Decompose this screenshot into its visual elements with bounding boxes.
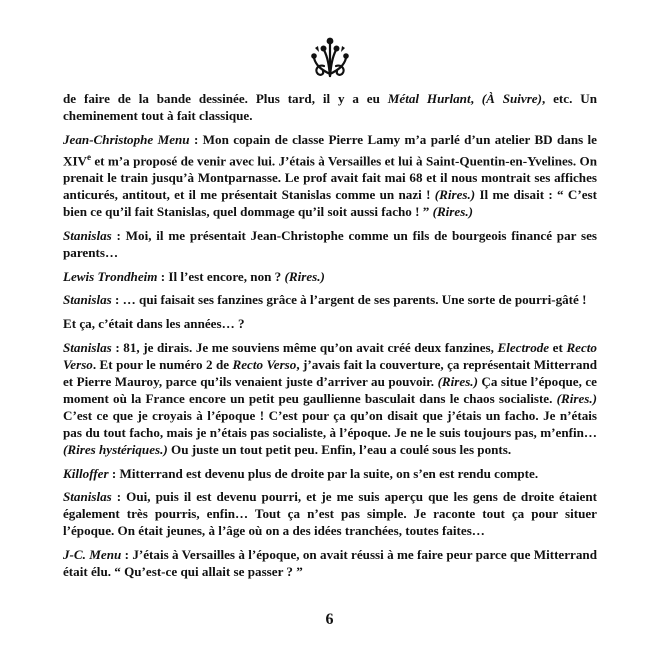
text-run: : 81, je dirais. Je me souviens même qu’on avait créé deux fanzines, [111,340,498,356]
text-run: Et ça, c’était dans les années [63,316,222,332]
text-run: Métal Hurlant [387,91,471,106]
text-run: : Mon copain de classe Pierre Lamy m’a parlé d’un atelier BD dans le XIV [63,131,597,169]
text-run: Electrode [497,340,550,356]
speaker-name: Killoffer [63,465,109,481]
text-run: C’est ce que je croyais à l’époque ! C’est pour ça qu’on disait que j’étais un facho. Je n’étais pas du tout facho, mais je n’étais pas socialiste, à l’époque. Je ne le suis toujours pas, m’enfin… [63,407,597,440]
speaker-name: J-C. Menu [63,547,122,563]
text-run: Recto Verso [63,340,597,373]
page-number: 6 [325,611,334,628]
paragraph [63,547,597,581]
paragraph [63,316,597,333]
text-run: : Il l’est encore, non ? [157,268,285,284]
speaker-name: Stanislas [63,292,112,308]
text-run: (Rires.) [434,186,476,202]
text-run: : J’étais à Versailles à l’époque, on avait réussi à me faire peur parce que Mitterrand était élu. “ Qu’est-ce qui allait se passer ? ” [63,547,597,580]
speaker-name: Stanislas [63,227,112,243]
text-run: Ça situe l’époque, ce moment où la France encore un petit peu gaullienne basculait dans le chaos socialiste. [63,374,597,406]
text-run: e [87,151,92,162]
flower-ornament-icon [310,36,350,78]
text-run: , [470,91,482,106]
text-run: … ? [221,316,245,332]
text-run: (Rires.) [284,268,325,284]
paragraph [63,91,597,125]
text-run: : Mitterrand est devenu plus de droite par la suite, on s’en est rendu compte. [108,465,539,481]
text-run: : Moi, il me présentait Jean-Christophe comme un fils de bourgeois financé par ses parents… [63,227,597,260]
speaker-name: Stanislas [63,489,112,505]
text-run: (À Suivre) [481,91,542,106]
text-run: : … qui faisait ses fanzines grâce à l’argent de ses parents. Une sorte de pourri-gâté ! [111,292,587,308]
text-run: (Rires hystériques.) [63,441,168,457]
text-run: et m’a proposé de venir avec lui. J’étais à Versailles et lui à Saint-Quentin-en-Yvelines. On prenait le train jusqu’à Montparnasse. Le prof avait fait mai 68 et il nous montrait ses affiches anticurés, antitout, et il me présentait Stanislas comme un nazi ! [63,153,597,202]
text-run: : Oui, puis il est devenu pourri, et je me suis aperçu que les gens de droite étaient également très pourris, enfin… Tout ça n’est pas simple. Je raconte tout ça pour situer l’époque. On était jeunes, à l’âge où on a des idées tranchées, toutes faites… [63,489,597,539]
text-run: Ou juste un tout petit peu. Enfin, l’eau a coulé sous les ponts. [167,441,512,457]
paragraph [63,132,597,221]
text-run: , etc. Un cheminement tout à fait classique. [63,91,597,123]
text-run: , j’avais fait la couverture, ça représentait Mitterrand et Pierre Mauroy, parce qu’ils venaient juste d’arriver au pouvoir. [63,357,598,390]
speaker-name: Stanislas [63,340,112,356]
text-run: (Rires.) [437,374,478,390]
paragraph [63,269,597,286]
text-run: (Rires.) [556,390,597,406]
speaker-name: Lewis Trondheim [63,268,158,284]
paragraph [63,340,597,458]
paragraph [63,466,597,483]
text-run: . Et pour le numéro 2 de [92,357,233,373]
text-run: Il me disait : “ C’est bien ce qu’il fait Stanislas, quel dommage qu’il soit aussi facho ! ” [63,186,597,219]
text-run: de faire de la bande dessinée. Plus tard, il y a eu [63,91,388,106]
paragraph [63,292,597,309]
speaker-name: Jean-Christophe Menu [63,131,190,147]
text-run: Recto Verso [232,357,297,373]
text-run: et [549,340,567,356]
paragraph [63,489,597,540]
paragraph [63,228,597,262]
interview-text [63,91,597,588]
text-run: (Rires.) [432,203,473,219]
